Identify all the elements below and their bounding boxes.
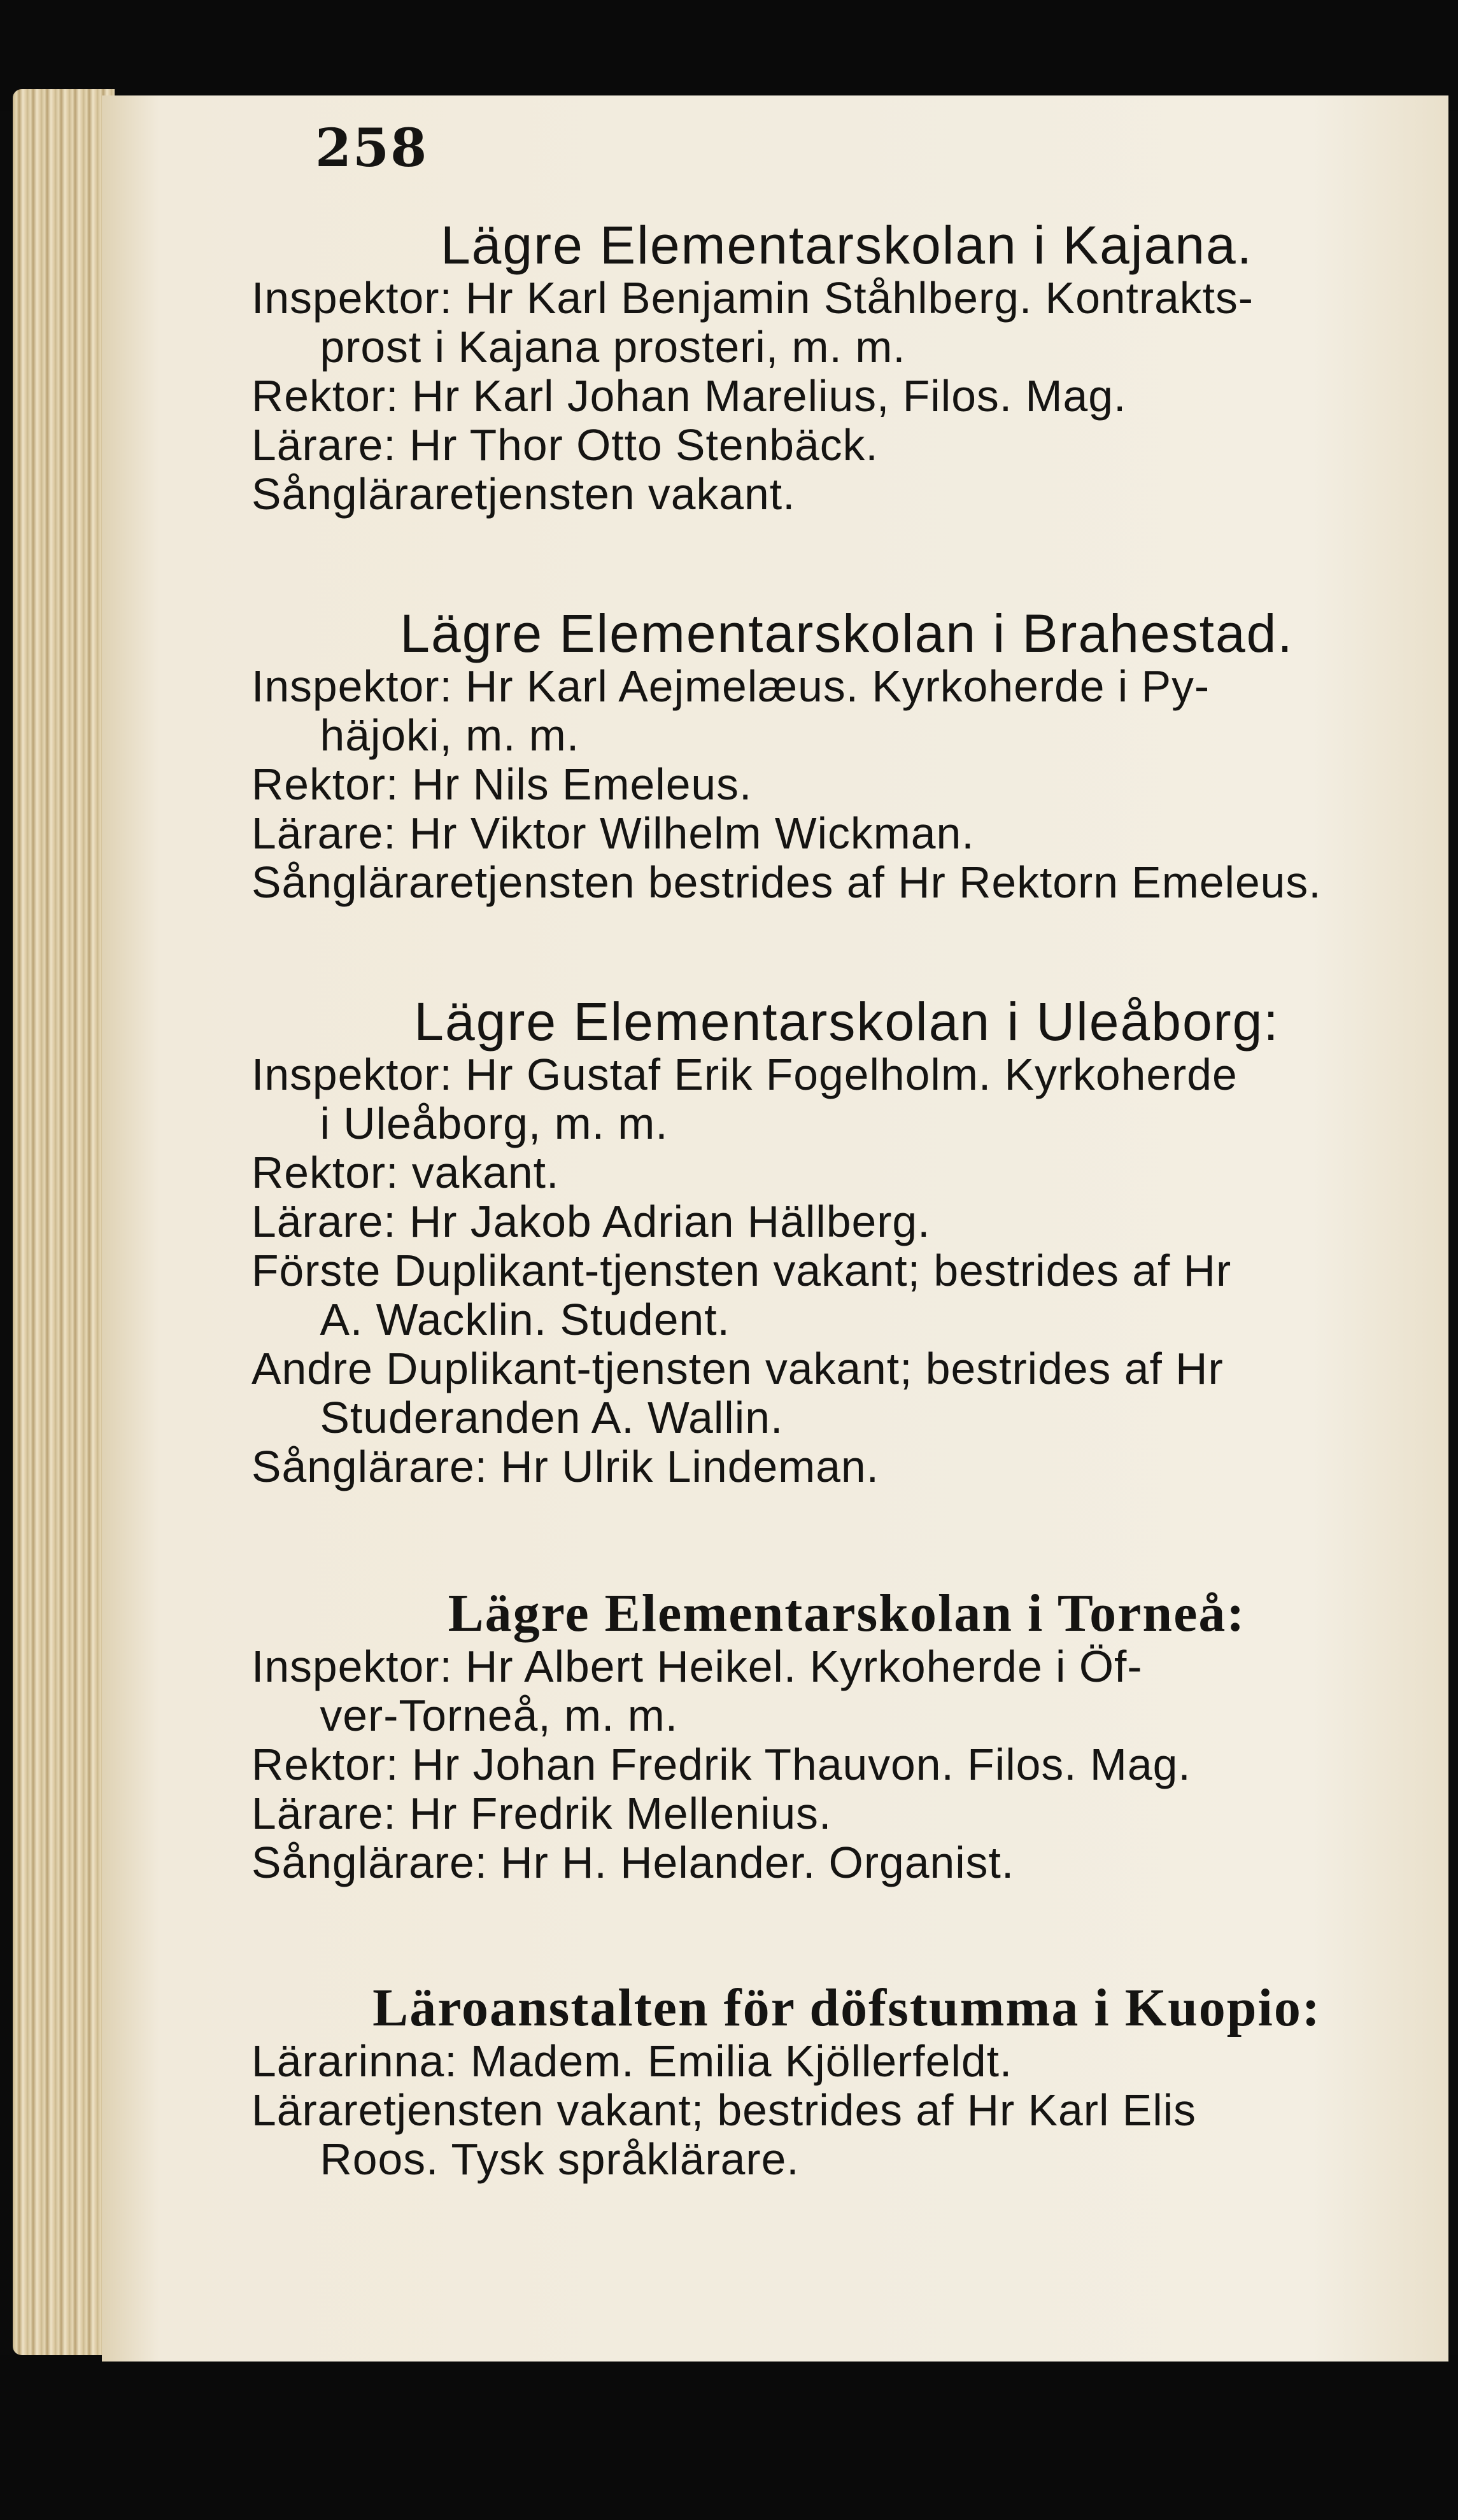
text-line: ver-Torneå, m. m. — [320, 1691, 679, 1740]
text-line: Lärare: Hr Thor Otto Stenbäck. — [251, 420, 879, 470]
text-line: Roos. Tysk språklärare. — [320, 2134, 800, 2184]
text-line: Lärare: Hr Fredrik Mellenius. — [251, 1789, 832, 1838]
section-heading: Lägre Elementarskolan i Brahestad. — [400, 603, 1294, 663]
text-line: Studeranden A. Wallin. — [320, 1393, 784, 1442]
text-line: prost i Kajana prosteri, m. m. — [320, 322, 906, 372]
section-kajana — [251, 213, 1442, 519]
text-line: Inspektor: Hr Karl Benjamin Ståhlberg. Kontrakts- — [251, 273, 1254, 323]
text-line: Andre Duplikant-tjensten vakant; bestrides af Hr — [251, 1344, 1224, 1393]
text-line: Lärare: Hr Viktor Wilhelm Wickman. — [251, 808, 975, 858]
section-kuopio — [251, 1976, 1442, 2184]
text-line: Lärare: Hr Jakob Adrian Hällberg. — [251, 1197, 931, 1246]
section-heading: Läroanstalten för döfstumma i Kuopio: — [372, 1978, 1321, 2038]
text-line: Rektor: Hr Karl Johan Marelius, Filos. Mag. — [251, 371, 1127, 421]
text-line: Förste Duplikant-tjensten vakant; bestrides af Hr — [251, 1246, 1232, 1295]
text-line: A. Wacklin. Student. — [320, 1295, 730, 1344]
section-uleaborg — [251, 990, 1442, 1491]
scan-background-top — [0, 0, 1458, 111]
text-line: Inspektor: Hr Gustaf Erik Fogelholm. Kyrkoherde — [251, 1050, 1238, 1099]
page-number: 258 — [315, 118, 428, 179]
text-line: i Uleåborg, m. m. — [320, 1099, 669, 1148]
text-line: Sångläraretjensten vakant. — [251, 469, 796, 519]
text-line: Lärarinna: Madem. Emilia Kjöllerfeldt. — [251, 2036, 1013, 2086]
text-line: Sånglärare: Hr H. Helander. Organist. — [251, 1838, 1015, 1887]
text-line: häjoki, m. m. — [320, 710, 580, 760]
section-heading: Lägre Elementarskolan i Kajana. — [440, 215, 1254, 275]
text-line: Inspektor: Hr Karl Aejmelæus. Kyrkoherde i Py- — [251, 661, 1210, 711]
text-line: Rektor: vakant. — [251, 1148, 560, 1197]
text-line: Sånglärare: Hr Ulrik Lindeman. — [251, 1442, 880, 1491]
text-line: Inspektor: Hr Albert Heikel. Kyrkoherde i Öf- — [251, 1642, 1143, 1691]
book-page-edges — [13, 89, 115, 2355]
section-heading: Lägre Elementarskolan i Torneå: — [448, 1584, 1246, 1643]
text-line: Läraretjensten vakant; bestrides af Hr Karl Elis — [251, 2085, 1196, 2135]
page-text — [251, 118, 1442, 2295]
section-heading: Lägre Elementarskolan i Uleåborg: — [414, 992, 1280, 1052]
text-line: Sångläraretjensten bestrides af Hr Rektorn Emeleus. — [251, 857, 1322, 907]
section-brahestad — [251, 602, 1442, 907]
section-tornea — [251, 1582, 1442, 1887]
text-line: Rektor: Hr Johan Fredrik Thauvon. Filos. Mag. — [251, 1740, 1191, 1789]
scan-background-bottom — [0, 2355, 1458, 2520]
text-line: Rektor: Hr Nils Emeleus. — [251, 759, 753, 809]
